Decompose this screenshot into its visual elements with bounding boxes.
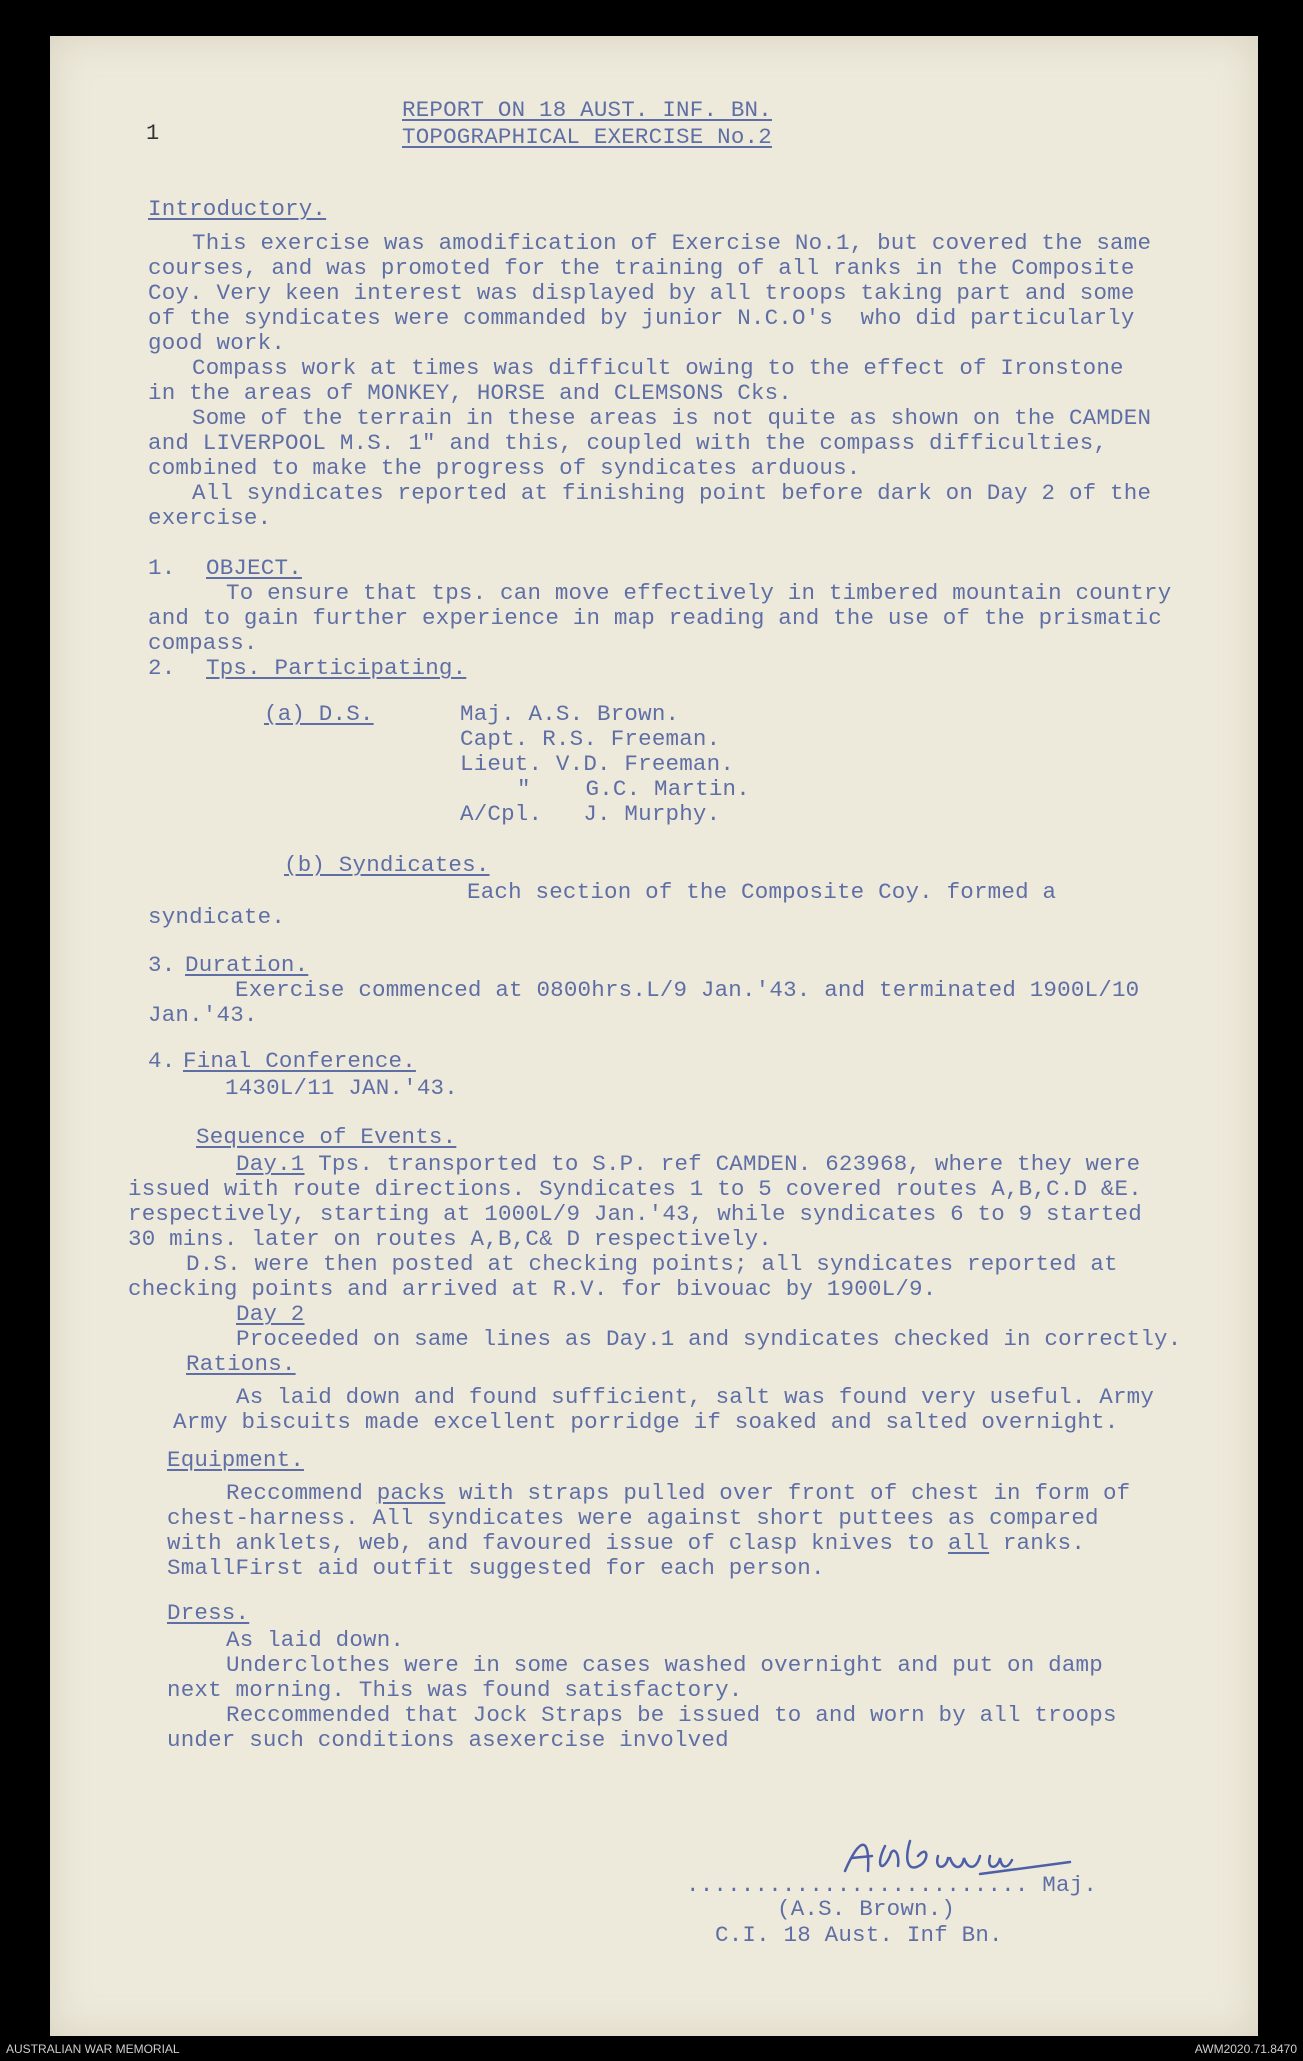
rations-heading: Rations. (186, 1351, 296, 1377)
conference-heading: Final Conference. (183, 1048, 416, 1074)
section-number: 1. (148, 555, 176, 581)
intro-line: courses, and was promoted for the training of all ranks in the Composite (148, 255, 1135, 281)
intro-line: and LIVERPOOL M.S. 1" and this, coupled with the compass difficulties, (148, 430, 1108, 456)
report-title: REPORT ON 18 AUST. INF. BN. (402, 97, 772, 123)
duration-line: Exercise commenced at 0800hrs.L/9 Jan.'43. and terminated 1900L/10 (235, 977, 1140, 1003)
ds-member: A/Cpl. J. Murphy. (460, 801, 721, 827)
conference-line: 1430L/11 JAN.'43. (225, 1075, 458, 1101)
report-subtitle: TOPOGRAPHICAL EXERCISE No.2 (402, 124, 772, 150)
intro-line: This exercise was amodification of Exercise No.1, but covered the same (192, 230, 1152, 256)
day1-line: issued with route directions. Syndicates 1 to 5 covered routes A,B,C.D &E. (128, 1176, 1142, 1202)
document-page (50, 36, 1258, 2036)
day2-line: Proceeded on same lines as Day.1 and syndicates checked in correctly. (236, 1326, 1182, 1352)
day2-label: Day 2 (236, 1301, 305, 1327)
equipment-heading: Equipment. (167, 1447, 305, 1473)
intro-line: All syndicates reported at finishing point before dark on Day 2 of the (192, 480, 1152, 506)
day1-line: checking points and arrived at R.V. for bivouac by 1900L/9. (128, 1276, 937, 1302)
equipment-line: Reccommend (226, 1480, 377, 1506)
object-heading: OBJECT. (206, 555, 302, 581)
day1-line: D.S. were then posted at checking points; all syndicates reported at (186, 1251, 1118, 1277)
syndicates-line: Each section of the Composite Coy. formed a (467, 879, 1057, 905)
object-line: compass. (148, 630, 258, 656)
day1-line: respectively, starting at 1000L/9 Jan.'43, while syndicates 6 to 9 started (128, 1201, 1142, 1227)
ds-member: " G.C. Martin. (517, 776, 750, 802)
section-number: 3. (148, 952, 176, 978)
equipment-line: ranks. (989, 1530, 1086, 1556)
intro-line: Coy. Very keen interest was displayed by all troops taking part and some (148, 280, 1135, 306)
ds-member: Capt. R.S. Freeman. (460, 726, 721, 752)
archive-footer (0, 2036, 1303, 2061)
page-mark: 1 (146, 121, 160, 146)
dress-line: Reccommended that Jock Straps be issued to and worn by all troops (226, 1702, 1117, 1728)
intro-line: good work. (148, 330, 286, 356)
dress-heading: Dress. (167, 1600, 250, 1626)
equipment-line: chest-harness. All syndicates were against short puttees as compared (167, 1505, 1099, 1531)
equipment-line: with anklets, web, and favoured issue of clasp knives to (167, 1530, 949, 1556)
dress-line: Underclothes were in some cases washed overnight and put on damp (226, 1652, 1103, 1678)
ds-member: Maj. A.S. Brown. (460, 701, 680, 727)
equipment-packs: packs (376, 1480, 446, 1506)
rations-line: Army biscuits made excellent porridge if soaked and salted overnight. (173, 1409, 1119, 1435)
duration-line: Jan.'43. (148, 1002, 258, 1028)
intro-line: of the syndicates were commanded by junior N.C.O's who did particularly (148, 305, 1135, 331)
signature-role: C.I. 18 Aust. Inf Bn. (715, 1922, 1003, 1948)
signature-line: ......................... Maj. (686, 1872, 1098, 1898)
equipment-line: SmallFirst aid outfit suggested for each person. (167, 1555, 825, 1581)
duration-heading: Duration. (185, 952, 309, 978)
footer-institution: AUSTRALIAN WAR MEMORIAL (6, 2042, 180, 2056)
ds-member: Lieut. V.D. Freeman. (460, 751, 735, 777)
footer-accession: AWM2020.71.8470 (1194, 2042, 1297, 2056)
section-number: 2. (148, 655, 176, 681)
day1-line: 30 mins. later on routes A,B,C& D respectively. (128, 1226, 773, 1252)
intro-line: combined to make the progress of syndicates arduous. (148, 455, 861, 481)
sequence-heading: Sequence of Events. (196, 1124, 457, 1150)
object-line: To ensure that tps. can move effectively in timbered mountain country (226, 580, 1172, 606)
intro-heading: Introductory. (148, 196, 327, 222)
dress-line: under such conditions asexercise involved (167, 1727, 729, 1753)
ds-label: (a) D.S. (264, 701, 374, 727)
syndicates-label: (b) Syndicates. (284, 852, 490, 878)
intro-line: exercise. (148, 505, 272, 531)
signature-name: (A.S. Brown.) (777, 1896, 956, 1922)
syndicates-line: syndicate. (148, 904, 286, 930)
intro-line: in the areas of MONKEY, HORSE and CLEMSONS Cks. (148, 380, 793, 406)
section-number: 4. (148, 1048, 176, 1074)
day1-line: Tps. transported to S.P. ref CAMDEN. 623968, where they were (304, 1151, 1141, 1177)
equipment-all: all (948, 1530, 990, 1556)
equipment-line: with straps pulled over front of chest in form of (445, 1480, 1131, 1506)
intro-line: Some of the terrain in these areas is not quite as shown on the CAMDEN (192, 405, 1152, 431)
participating-heading: Tps. Participating. (206, 655, 467, 681)
dress-line: next morning. This was found satisfactory. (167, 1677, 743, 1703)
object-line: and to gain further experience in map reading and the use of the prismatic (148, 605, 1162, 631)
intro-line: Compass work at times was difficult owing to the effect of Ironstone (192, 355, 1124, 381)
day1-label: Day.1 (236, 1151, 305, 1177)
dress-line: As laid down. (226, 1627, 405, 1653)
rations-line: As laid down and found sufficient, salt was found very useful. Army (236, 1384, 1155, 1410)
